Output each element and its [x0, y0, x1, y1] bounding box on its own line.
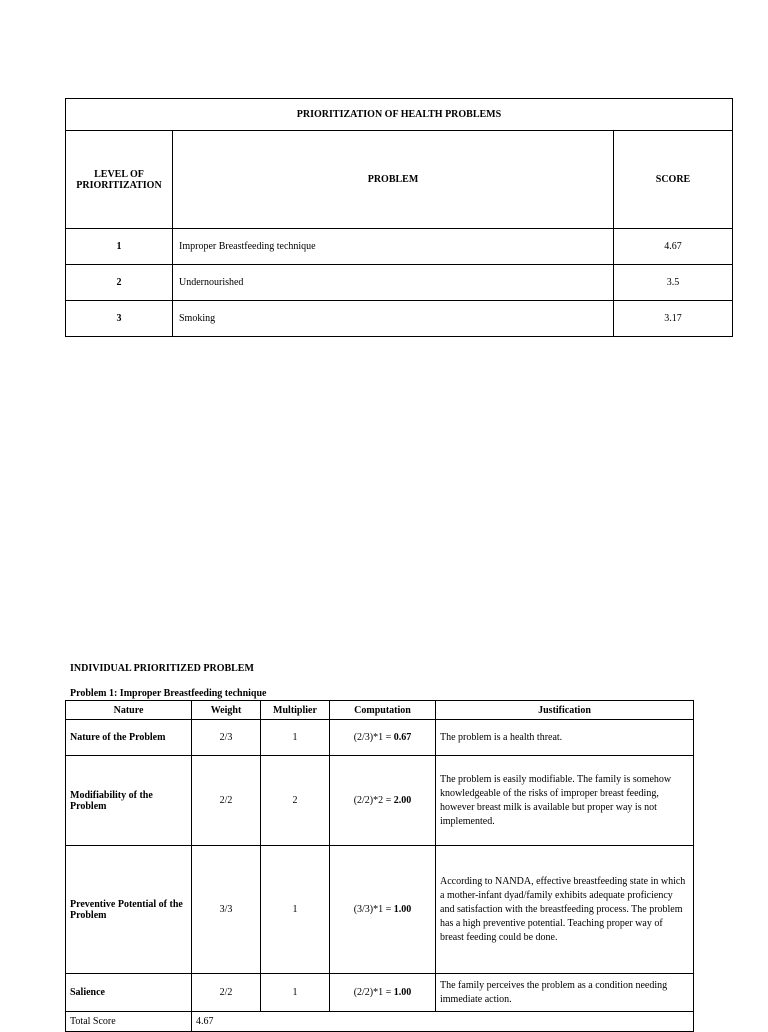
- header-weight: Weight: [192, 701, 261, 720]
- nature-cell: Modifiability of the Problem: [66, 756, 192, 846]
- weight-cell: 2/3: [192, 720, 261, 756]
- scoring-table: [65, 700, 694, 1032]
- level-cell: 2: [66, 265, 173, 301]
- computation-cell: [330, 974, 436, 1012]
- computation-value: 1.00: [393, 904, 412, 915]
- computation-cell: [330, 720, 436, 756]
- multiplier-cell: 2: [261, 756, 330, 846]
- score-cell: 4.67: [614, 229, 733, 265]
- table-row: [66, 846, 694, 974]
- computation-expression: (2/3)*1 =: [353, 732, 394, 743]
- score-cell: 3.17: [614, 301, 733, 337]
- justification-cell: The problem is a health threat.: [436, 720, 694, 756]
- section-title: INDIVIDUAL PRIORITIZED PROBLEM: [70, 663, 254, 674]
- table-row: [66, 756, 694, 846]
- justification-cell: The problem is easily modifiable. The family is somehow knowledgeable of the risks of improper breast feeding, however breast milk is available but proper way is not implemented.: [436, 756, 694, 846]
- header-nature: Nature: [66, 701, 192, 720]
- total-value: 4.67: [192, 1012, 694, 1032]
- table-row: [66, 229, 733, 265]
- table-row: [66, 720, 694, 756]
- prioritization-table: [65, 98, 733, 337]
- problem-title: Problem 1: Improper Breastfeeding technique: [70, 688, 267, 699]
- computation-value: 2.00: [393, 795, 412, 806]
- header-score: SCORE: [614, 131, 733, 229]
- table-row: [66, 301, 733, 337]
- prioritization-table-title: PRIORITIZATION OF HEALTH PROBLEMS: [66, 99, 733, 131]
- computation-expression: (2/2)*2 =: [353, 795, 394, 806]
- total-row: [66, 1012, 694, 1032]
- weight-cell: 2/2: [192, 756, 261, 846]
- problem-cell: Smoking: [173, 301, 614, 337]
- header-justification: Justification: [436, 701, 694, 720]
- header-level: LEVEL OF PRIORITIZATION: [66, 131, 173, 229]
- problem-cell: Undernourished: [173, 265, 614, 301]
- header-multiplier: Multiplier: [261, 701, 330, 720]
- level-cell: 3: [66, 301, 173, 337]
- nature-cell: Preventive Potential of the Problem: [66, 846, 192, 974]
- computation-expression: (2/2)*1 =: [353, 987, 394, 998]
- multiplier-cell: 1: [261, 974, 330, 1012]
- table-row: [66, 974, 694, 1012]
- weight-cell: 3/3: [192, 846, 261, 974]
- nature-cell: Salience: [66, 974, 192, 1012]
- multiplier-cell: 1: [261, 846, 330, 974]
- nature-cell: Nature of the Problem: [66, 720, 192, 756]
- header-problem: PROBLEM: [173, 131, 614, 229]
- score-cell: 3.5: [614, 265, 733, 301]
- justification-cell: According to NANDA, effective breastfeeding state in which a mother-infant dyad/family exhibits adequate proficiency and satisfaction with the breastfeeding process. The problem has a high preventive potential. Teaching proper way of breast feeding could be done.: [436, 846, 694, 974]
- computation-value: 1.00: [393, 987, 412, 998]
- justification-cell: The family perceives the problem as a condition needing immediate action.: [436, 974, 694, 1012]
- level-cell: 1: [66, 229, 173, 265]
- scoring-table-header: [66, 701, 694, 720]
- computation-expression: (3/3)*1 =: [353, 904, 394, 915]
- total-label: Total Score: [66, 1012, 192, 1032]
- computation-cell: [330, 756, 436, 846]
- problem-cell: Improper Breastfeeding technique: [173, 229, 614, 265]
- header-computation: Computation: [330, 701, 436, 720]
- computation-value: 0.67: [393, 732, 412, 743]
- weight-cell: 2/2: [192, 974, 261, 1012]
- multiplier-cell: 1: [261, 720, 330, 756]
- table-row: [66, 265, 733, 301]
- computation-cell: [330, 846, 436, 974]
